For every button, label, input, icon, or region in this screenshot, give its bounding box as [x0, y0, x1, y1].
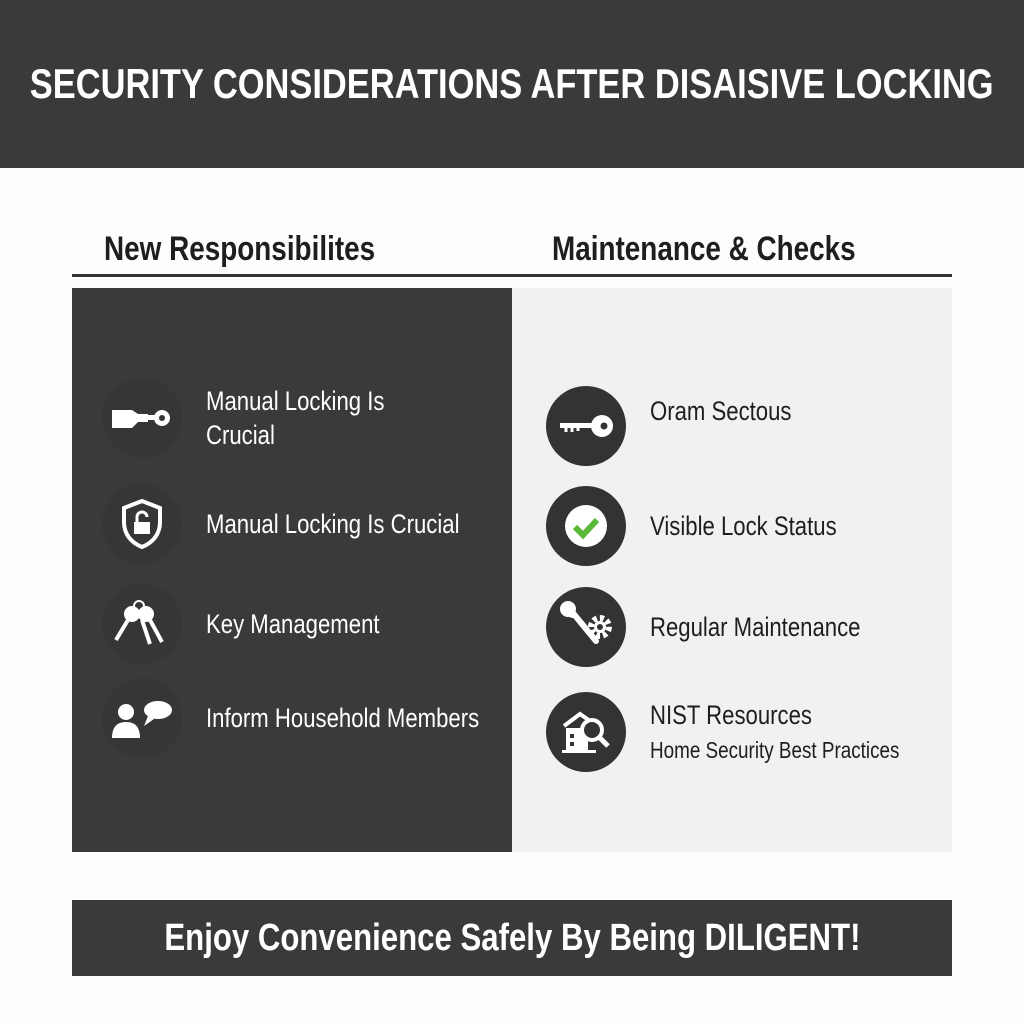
item-label: Manual Locking Is	[206, 386, 385, 416]
list-item	[102, 584, 418, 664]
item-label: Manual Locking Is Crucial	[206, 509, 460, 539]
item-label: Crucial	[206, 420, 275, 450]
item-label: Oram Sectous	[650, 396, 792, 426]
page-title: SECURITY CONSIDERATIONS AFTER DISAISIVE LOCKING	[30, 60, 994, 107]
wrench-gear-icon	[546, 587, 626, 667]
list-item	[546, 386, 823, 466]
list-item	[546, 587, 907, 667]
footer-banner	[72, 900, 952, 976]
shield-lock-icon	[102, 484, 182, 564]
hand-key-icon	[102, 378, 182, 458]
house-search-icon	[546, 692, 626, 772]
people-chat-icon	[102, 678, 182, 758]
list-item	[102, 678, 539, 758]
check-icon	[546, 486, 626, 566]
item-sublabel: Home Security Best Practices	[650, 737, 900, 763]
key-icon	[546, 386, 626, 466]
list-item	[546, 486, 878, 566]
heading-divider	[72, 274, 952, 277]
header-banner	[0, 0, 1024, 168]
item-label: Key Management	[206, 609, 380, 639]
list-item	[102, 378, 424, 458]
maintenance-checks-panel	[512, 288, 952, 852]
item-label: Regular Maintenance	[650, 612, 861, 642]
right-column-heading: Maintenance & Checks	[552, 230, 856, 268]
keys-icon	[102, 584, 182, 664]
list-item	[546, 692, 954, 772]
item-label: NIST Resources	[650, 700, 813, 730]
list-item	[102, 484, 515, 564]
item-label: Inform Household Members	[206, 703, 480, 733]
footer-slogan: Enjoy Convenience Safely By Being DILIGENT!	[163, 916, 861, 959]
item-label: Visible Lock Status	[650, 511, 837, 541]
new-responsibilities-panel	[72, 288, 512, 852]
left-column-heading: New Responsibilites	[104, 230, 376, 268]
